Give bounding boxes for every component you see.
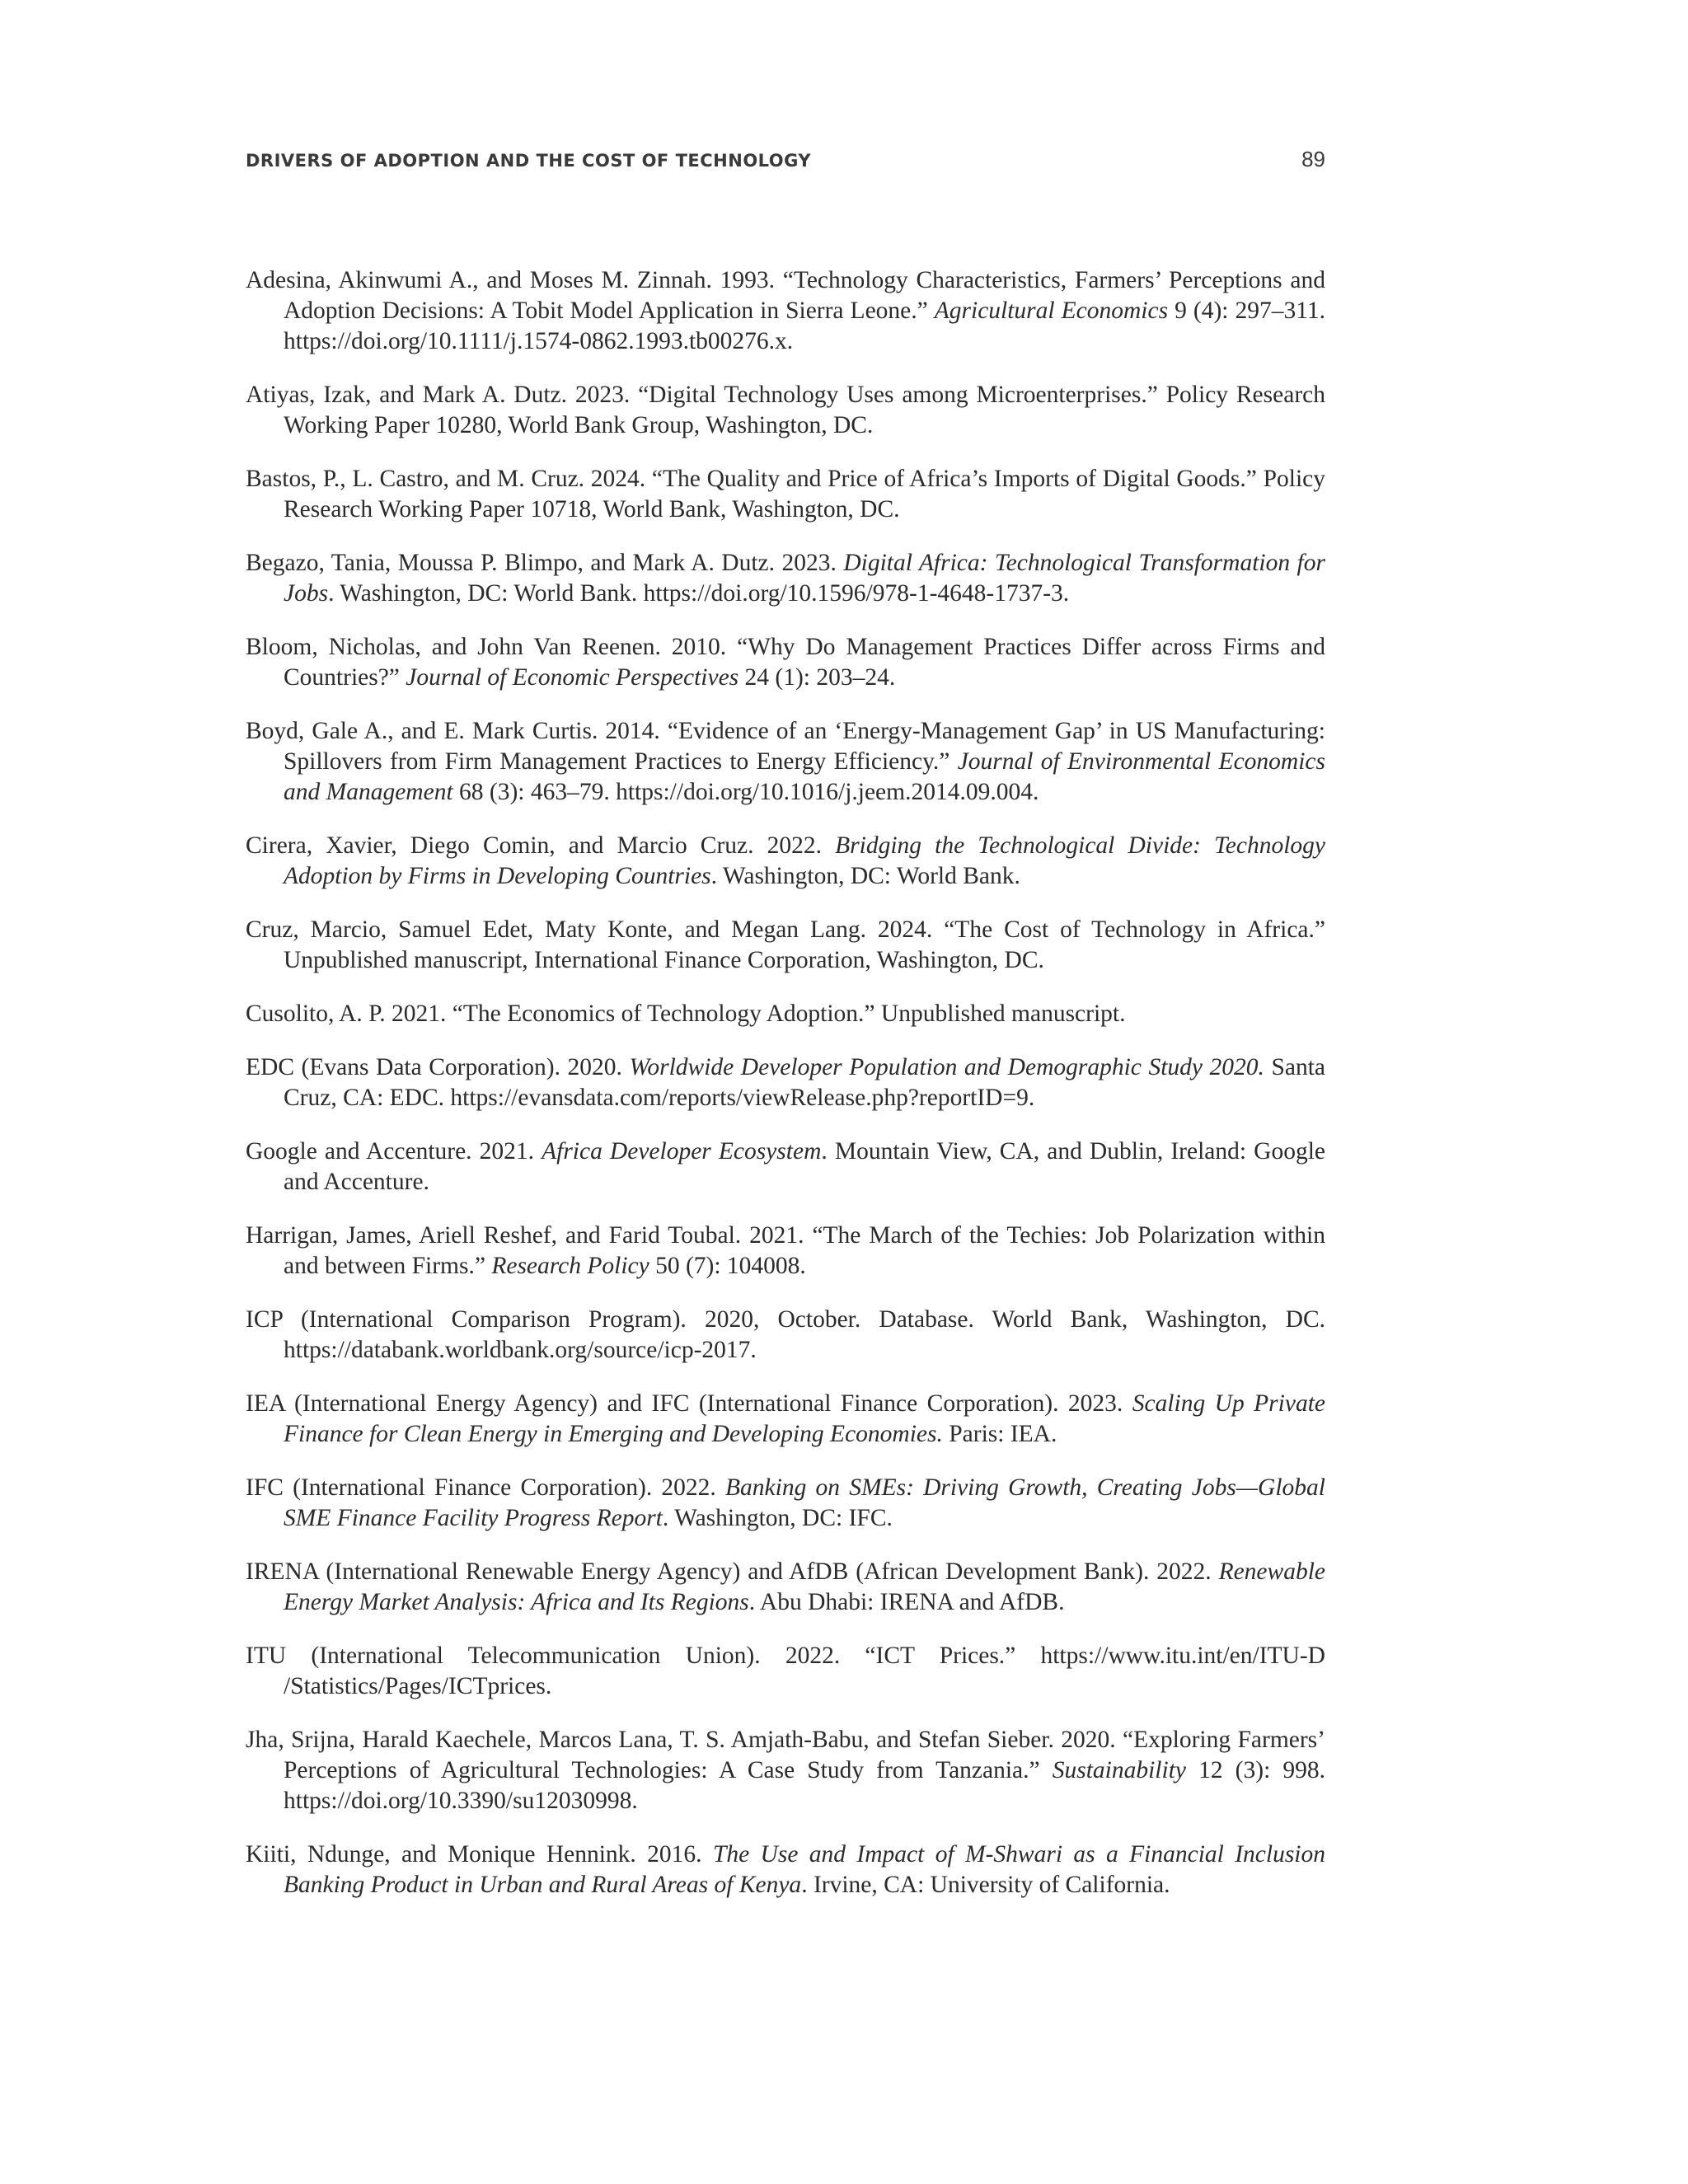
reference-title: Sustainability (1052, 1757, 1186, 1783)
reference-entry (246, 1840, 1325, 1900)
reference-entry (246, 999, 1325, 1029)
running-title: DRIVERS OF ADOPTION AND THE COST OF TECHNOLOGY (246, 151, 812, 171)
reference-entry (246, 1641, 1325, 1702)
reference-title: Bridging the Technological Divide: Technology Adoption by Firms in Developing Countries (284, 832, 1325, 889)
reference-details: . Washington, DC: IFC. (662, 1505, 893, 1531)
reference-entry (246, 548, 1325, 609)
reference-title: Agricultural Economics (934, 298, 1169, 324)
reference-details: Santa Cruz, CA: EDC. https://evansdata.com/reports/viewRelease.php?reportID=9. (284, 1054, 1325, 1111)
reference-title: Scaling Up Private Finance for Clean Energy in Emerging and Developing Economies. (284, 1390, 1325, 1447)
reference-text: Adesina, Akinwumi A., and Moses M. Zinnah. 1993. “Technology Characteristics, Farmers’ Perceptions and Adoption Decisions: A Tobit Model Application in Sierra Leone.” (246, 267, 1325, 324)
reference-text: ITU (International Telecommunication Union). 2022. “ICT Prices.” https://www.itu.int/en/ITU-D /Statistics/Pages/ICTprices. (246, 1643, 1325, 1699)
reference-entry (246, 464, 1325, 525)
reference-text: Boyd, Gale A., and E. Mark Curtis. 2014. “Evidence of an ‘Energy-Management Gap’ in US Manufacturing: Spillovers from Firm Management Practices to Energy Efficiency.” (246, 718, 1325, 775)
reference-details: . Washington, DC: World Bank. https://doi.org/10.1596/978-1-4648-1737-3. (328, 580, 1070, 607)
reference-text: Google and Accenture. 2021. (246, 1138, 542, 1165)
reference-entry (246, 1725, 1325, 1816)
reference-text: Begazo, Tania, Moussa P. Blimpo, and Mark A. Dutz. 2023. (246, 550, 844, 576)
reference-entry (246, 1305, 1325, 1366)
reference-title: Banking on SMEs: Driving Growth, Creating Jobs—Global SME Finance Facility Progress Report (284, 1474, 1325, 1531)
reference-entry (246, 1389, 1325, 1450)
reference-title: Digital Africa: Technological Transformation for Jobs (284, 550, 1325, 607)
reference-details: 9 (4): 297–311. https://doi.org/10.1111/j.1574-0862.1993.tb00276.x. (284, 298, 1326, 354)
reference-entry (246, 1137, 1325, 1197)
reference-entry (246, 1557, 1325, 1618)
reference-text: EDC (Evans Data Corporation). 2020. (246, 1054, 630, 1080)
reference-entry (246, 716, 1325, 808)
reference-text: Atiyas, Izak, and Mark A. Dutz. 2023. “Digital Technology Uses among Microenterprises.” Policy Research Working Paper 10280, World Bank Group, Washington, DC. (246, 382, 1325, 438)
reference-text: Cruz, Marcio, Samuel Edet, Maty Konte, and Megan Lang. 2024. “The Cost of Technology in Africa.” Unpublished manuscript, International Finance Corporation, Washington, DC. (246, 916, 1325, 973)
reference-title: Research Policy (491, 1253, 649, 1279)
reference-details: 12 (3): 998. https://doi.org/10.3390/su12030998. (284, 1757, 1325, 1814)
reference-text: Jha, Srijna, Harald Kaechele, Marcos Lana, T. S. Amjath-Babu, and Stefan Sieber. 2020. “Exploring Farmers’ Perceptions of Agricultural Technologies: A Case Study from Tanzania.” (246, 1727, 1325, 1783)
reference-details: 68 (3): 463–79. https://doi.org/10.1016/j.jeem.2014.09.004. (452, 779, 1039, 805)
reference-title: Renewable Energy Market Analysis: Africa and Its Regions (284, 1558, 1325, 1615)
reference-details: Paris: IEA. (942, 1421, 1057, 1447)
reference-details: 24 (1): 203–24. (738, 664, 896, 691)
reference-text: Bloom, Nicholas, and John Van Reenen. 2010. “Why Do Management Practices Differ across Firms and Countries?” (246, 634, 1325, 691)
reference-title: Africa Developer Ecosystem (542, 1138, 822, 1165)
reference-text: ICP (International Comparison Program). 2020, October. Database. World Bank, Washington, DC. https://databank.worldbank.org/source/icp-2017. (246, 1306, 1325, 1363)
reference-entry (246, 915, 1325, 976)
reference-entry (246, 380, 1325, 441)
reference-details: . Irvine, CA: University of California. (801, 1872, 1170, 1898)
reference-text: Cusolito, A. P. 2021. “The Economics of Technology Adoption.” Unpublished manuscript. (246, 1001, 1126, 1027)
reference-text: Kiiti, Ndunge, and Monique Hennink. 2016. (246, 1841, 713, 1868)
reference-details: . Mountain View, CA, and Dublin, Ireland: Google and Accenture. (284, 1138, 1325, 1195)
reference-text: IEA (International Energy Agency) and IFC (International Finance Corporation). 2023. (246, 1390, 1132, 1417)
reference-entry (246, 831, 1325, 892)
reference-text: Cirera, Xavier, Diego Comin, and Marcio Cruz. 2022. (246, 832, 836, 859)
reference-text: IRENA (International Renewable Energy Agency) and AfDB (African Development Bank). 2022. (246, 1558, 1219, 1585)
reference-details: . Washington, DC: World Bank. (710, 863, 1020, 889)
reference-text: Bastos, P., L. Castro, and M. Cruz. 2024. “The Quality and Price of Africa’s Imports of Digital Goods.” Policy Research Working Paper 10718, World Bank, Washington, DC. (246, 466, 1325, 523)
reference-text: Harrigan, James, Ariell Reshef, and Farid Toubal. 2021. “The March of the Techies: Job Polarization within and between Firms.” (246, 1222, 1325, 1279)
reference-list (246, 265, 1325, 1924)
reference-title: Worldwide Developer Population and Demographic Study 2020. (629, 1054, 1264, 1080)
reference-entry (246, 265, 1325, 357)
reference-details: . Abu Dhabi: IRENA and AfDB. (748, 1589, 1065, 1615)
reference-entry (246, 1473, 1325, 1534)
page-number: 89 (1301, 147, 1325, 171)
reference-title: Journal of Economic Perspectives (406, 664, 739, 691)
reference-text: IFC (International Finance Corporation). 2022. (246, 1474, 726, 1501)
reference-details: 50 (7): 104008. (649, 1253, 806, 1279)
reference-entry (246, 1221, 1325, 1282)
reference-title: Journal of Environmental Economics and Management (284, 748, 1325, 805)
reference-entry (246, 632, 1325, 693)
running-header (246, 147, 1325, 180)
reference-title: The Use and Impact of M-Shwari as a Financial Inclusion Banking Product in Urban and Rural Areas of Kenya (284, 1841, 1325, 1898)
reference-entry (246, 1052, 1325, 1113)
